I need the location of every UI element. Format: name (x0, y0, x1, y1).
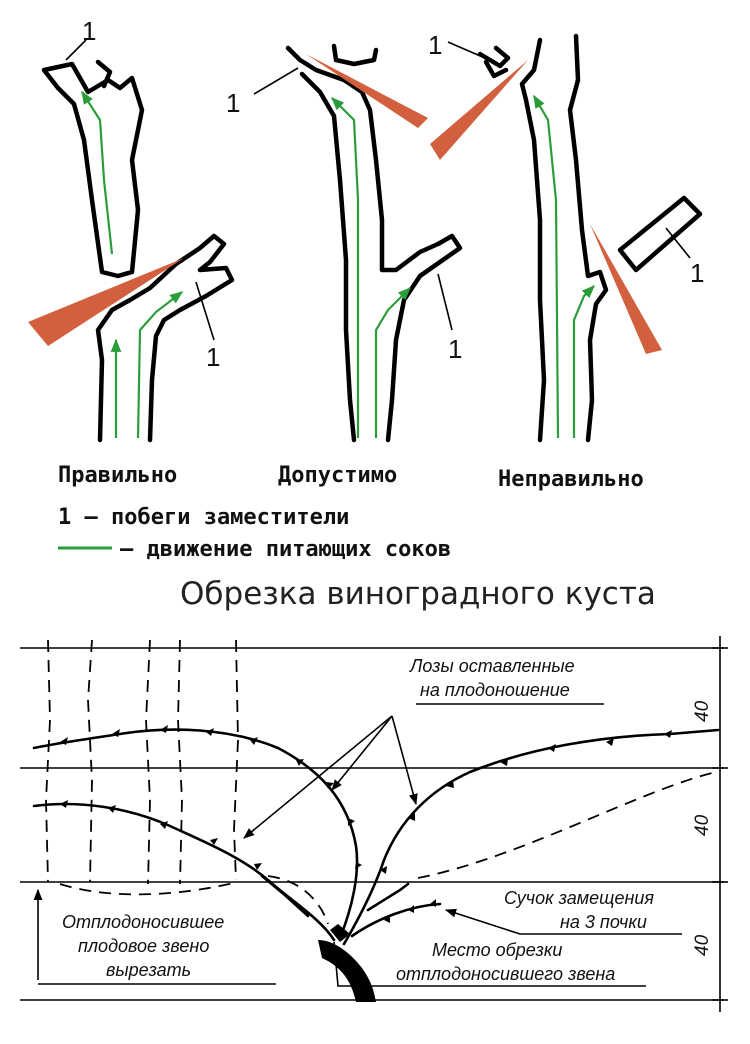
shoot-label: 1 (690, 258, 705, 288)
shoot-label: 1 (448, 334, 463, 364)
old-link-label: вырезать (106, 960, 192, 980)
stem-outline (288, 48, 463, 440)
spacing-label: 40 (692, 814, 713, 836)
spacing-label: 40 (692, 934, 713, 956)
stump-outline (334, 46, 376, 64)
spur-label: на 3 почки (560, 912, 647, 932)
pointer-arrow (244, 716, 392, 838)
stem-outline (570, 36, 606, 440)
caption-acceptable: Допустимо (278, 463, 398, 488)
panel-incorrect (428, 30, 704, 492)
stem-outline (522, 40, 544, 440)
old-shoot-dashed (88, 640, 92, 882)
old-shoot-dashed (234, 640, 238, 880)
label-leader (448, 42, 494, 62)
spur-label: Сучок замещения (504, 888, 655, 908)
detached-shoot-outline (620, 198, 700, 270)
legend-sap-text: – движение питающих соков (120, 537, 452, 562)
fruiting-vine (34, 730, 357, 938)
label-leader (438, 274, 452, 330)
old-shoot-dashed (46, 640, 50, 882)
label-leader (254, 68, 298, 94)
cut-blade-shape (430, 60, 528, 160)
old-link-dashed (418, 772, 716, 878)
vines-fruiting-label: на плодоношение (420, 680, 570, 700)
diagram-title: Обрезка виноградного куста (180, 576, 656, 612)
sap-flow-arrow (534, 96, 558, 438)
legend-shoots-text: 1 – побеги заместители (58, 505, 350, 530)
panel-acceptable (226, 46, 462, 488)
legend (58, 505, 451, 562)
replacement-spur (352, 904, 440, 936)
old-shoot-dashed (146, 640, 150, 884)
trellis-diagram (20, 636, 728, 1012)
old-link-label: плодовое звено (78, 936, 210, 956)
old-shoot-dashed (178, 640, 182, 884)
cut-place-label: Место обрезки (432, 940, 563, 960)
pointer-arrow (332, 716, 392, 790)
vines-fruiting-label: Лозы оставленные (410, 656, 575, 676)
spacing-label: 40 (692, 700, 713, 722)
pointer-arrow (392, 716, 416, 804)
shoot-label: 1 (226, 88, 241, 118)
stem-outline (302, 74, 354, 440)
shoot-label: 1 (82, 16, 97, 46)
panel-correct (28, 16, 232, 488)
shoot-label: 1 (428, 30, 443, 60)
cut-place-label: отплодоносившего звена (396, 964, 616, 984)
old-link-dashed (60, 882, 238, 894)
old-link-label: Отплодоносившее (62, 912, 225, 932)
shoot-label: 1 (206, 342, 221, 372)
cut-blade-shape (306, 54, 428, 128)
caption-correct: Правильно (58, 463, 178, 488)
caption-incorrect: Неправильно (498, 467, 644, 492)
vine-trunk (318, 940, 376, 1002)
old-link-dashed (268, 876, 328, 924)
stem-outline (44, 64, 142, 276)
